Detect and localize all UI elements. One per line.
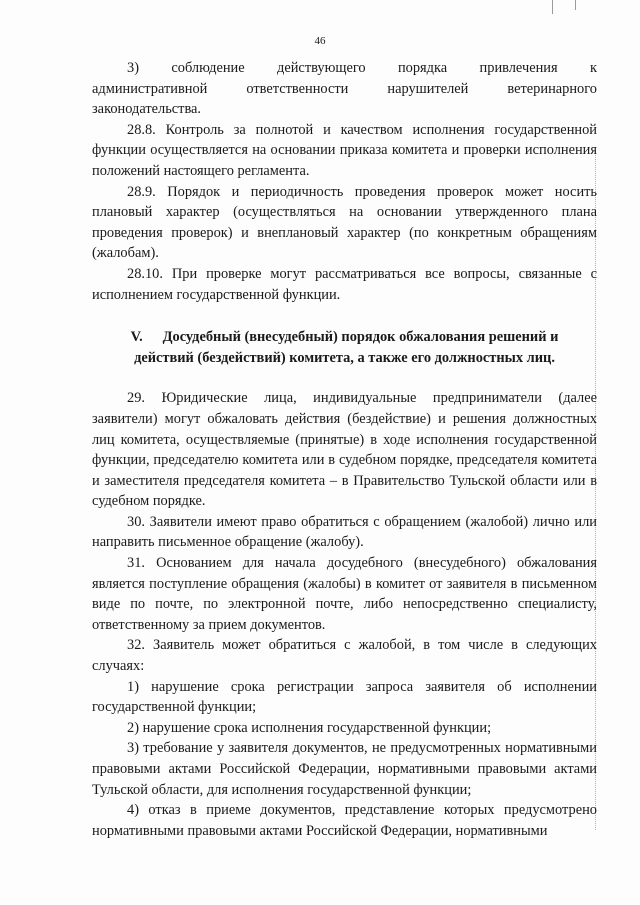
paragraph-30: 30. Заявители имеют право обратиться с обращением (жалобой) лично или направить письменное обращение (жалобу).	[92, 513, 597, 551]
section-title-line-2: действий (бездействий) комитета, а также его должностных лиц.	[134, 349, 555, 366]
paragraph-31: 31. Основанием для начала досудебного (внесудебного) обжалования является поступление обращения (жалобы) в комитет от заявителя в письменном виде по почте, по электронной почте, либо непосредственно специалисту, ответственному за прием документов.	[92, 555, 597, 633]
section-heading-line-1	[92, 327, 597, 348]
page-number: 46	[314, 35, 326, 47]
document-body	[92, 58, 597, 841]
list-item-2: 2) нарушение срока исполнения государственной функции;	[127, 719, 492, 736]
list-item-1: 1) нарушение срока регистрации запроса заявителя об исполнении государственной функции;	[92, 678, 597, 716]
scan-artifact-top-right-2	[575, 0, 576, 10]
paragraph-item-3: 3) соблюдение действующего порядка привлечения к административной ответственности нарушителей ветеринарного законодательства.	[92, 60, 597, 118]
list-item-4: 4) отказ в приеме документов, представление которых предусмотрено нормативными правовыми актами Российской Федерации, нормативными	[92, 802, 597, 839]
section-number: V.	[130, 329, 143, 346]
section-title-line-1: Досудебный (внесудебный) порядок обжалования решений и	[162, 329, 559, 346]
paragraph-28-9: 28.9. Порядок и периодичность проведения проверок может носить плановый характер (осуществляться на основании утвержденного плана проведения проверок) и внеплановый характер (по конкретным обращениям (жалобам).	[92, 183, 597, 262]
list-item-3: 3) требование у заявителя документов, не предусмотренных нормативными правовыми актами Российской Федерации, нормативными правовыми актами Тульской области, для исполнения государственной функции;	[92, 740, 597, 798]
section-heading	[92, 327, 597, 368]
scan-artifact-top-right	[552, 0, 553, 14]
paragraph-29: 29. Юридические лица, индивидуальные предприниматели (далее заявители) могут обжаловать действия (бездействие) и решения должностных лиц комитета, осуществляемые (принятые) в ходе исполнения государственной функции, председателю комитета или в судебном порядке, председателя комитета и заместителя председателя комитета – в Правительство Тульской области или в судебном порядке.	[92, 390, 597, 510]
paragraph-32: 32. Заявитель может обратиться с жалобой, в том числе в следующих случаях:	[92, 637, 597, 675]
paragraph-28-10: 28.10. При проверке могут рассматриваться все вопросы, связанные с исполнением государственной функции.	[92, 265, 597, 303]
paragraph-28-8: 28.8. Контроль за полнотой и качеством исполнения государственной функции осуществляется на основании приказа комитета и проверки исполнения положений настоящего регламента.	[92, 121, 597, 179]
